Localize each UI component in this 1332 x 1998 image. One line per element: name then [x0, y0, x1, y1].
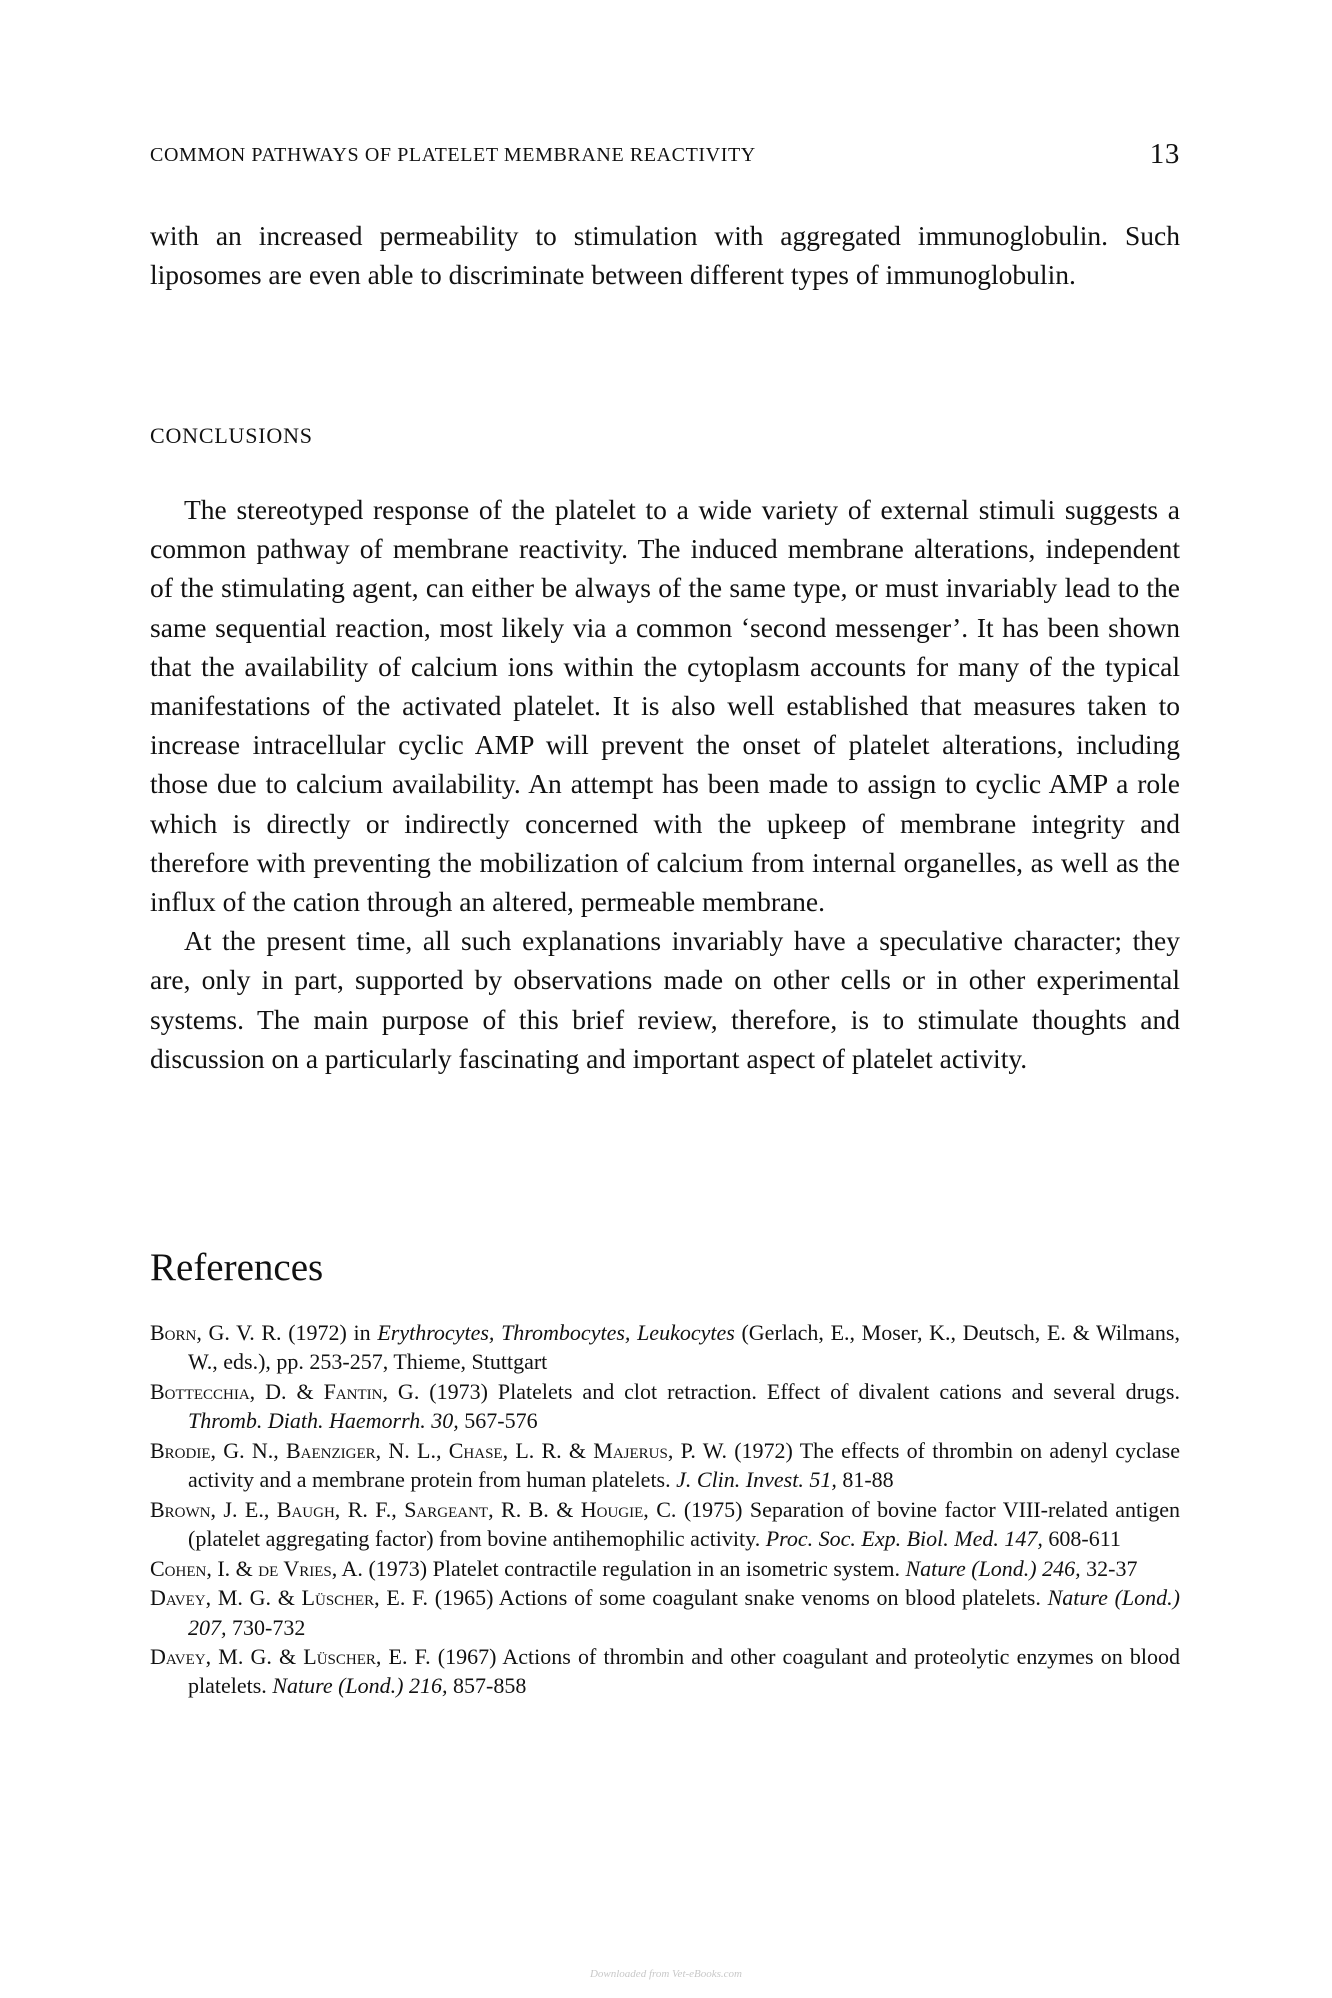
- reference-source: Erythrocytes, Thrombocytes, Leukocytes: [377, 1320, 735, 1345]
- reference-item: [150, 1377, 1180, 1435]
- reference-details: 730-732: [226, 1614, 306, 1640]
- reference-authors: Davey, M. G. & Lüscher, E. F.: [150, 1644, 431, 1670]
- reference-details: 608-611: [1042, 1525, 1121, 1551]
- references-heading: References: [150, 1246, 324, 1289]
- conclusions-paragraph-1: The stereotyped response of the platelet to a wide variety of external stimuli suggests a common pathway of membrane reactivity. The induced membrane alterations, independent of the stimulating agent, can either be always of the same type, or must invariably lead to the same sequential reaction, most likely via a common ‘second messenger’. It has been shown that the availability of calcium ions within the cytoplasm accounts for many of the typical manifestations of the activated platelet. It is also well established that measures taken to increase intracellular cyclic AMP will prevent the onset of platelet alterations, including those due to calcium availability. An attempt has been made to assign to cyclic AMP a role which is directly or indirectly concerned with the upkeep of membrane integrity and therefore with preventing the mobilization of calcium from internal organelles, as well as the influx of the cation through an altered, permeable membrane.: [150, 494, 1180, 918]
- reference-text: (1967) Actions of thrombin and other coagulant and proteolytic enzymes on blood platelets.: [188, 1644, 1180, 1699]
- reference-text: (1965) Actions of some coagulant snake venoms on blood platelets.: [428, 1585, 1048, 1611]
- conclusions-paragraph-2: At the present time, all such explanations invariably have a speculative character; they are, only in part, supported by observations made on other cells or in other experimental systems. The main purpose of this brief review, therefore, is to stimulate thoughts and discussion on a particularly fascinating and important aspect of platelet activity.: [150, 925, 1180, 1074]
- reference-item: [150, 1436, 1180, 1494]
- reference-details: 567-576: [458, 1408, 538, 1434]
- reference-list: [150, 1318, 1180, 1701]
- reference-source: Nature (Lond.) 246,: [905, 1555, 1081, 1581]
- reference-source: Nature (Lond.) 216,: [272, 1673, 448, 1699]
- reference-authors: Brodie, G. N., Baenziger, N. L., Chase, L. R. & Majerus, P. W.: [150, 1437, 727, 1463]
- conclusions-heading: CONCLUSIONS: [150, 423, 313, 448]
- conclusions-body: [150, 490, 1180, 1078]
- reference-item: [150, 1495, 1180, 1553]
- reference-text: (1973) Platelets and clot retraction. Effect of divalent cations and several drugs.: [419, 1378, 1180, 1404]
- reference-source: Nature (Lond.) 207,: [188, 1585, 1180, 1640]
- reference-source: J. Clin. Invest. 51,: [676, 1467, 837, 1493]
- reference-details: 81-88: [836, 1467, 894, 1493]
- reference-item: [150, 1583, 1180, 1641]
- reference-text: (1975) Separation of bovine factor VIII-related antigen (platelet aggregating factor) from bovine antihemophilic activity.: [188, 1496, 1181, 1551]
- reference-authors: Born, G. V. R.: [150, 1320, 282, 1345]
- reference-item: [150, 1554, 1180, 1583]
- reference-details: 32-37: [1080, 1555, 1138, 1581]
- reference-authors: Bottecchia, D. & Fantin, G.: [150, 1378, 420, 1404]
- running-title: COMMON PATHWAYS OF PLATELET MEMBRANE REACTIVITY: [150, 144, 756, 166]
- reference-authors: Brown, J. E., Baugh, R. F., Sargeant, R. B. & Hougie, C.: [150, 1496, 677, 1522]
- reference-text: (1972) The effects of thrombin on adenyl cyclase activity and a membrane protein from human platelets.: [188, 1437, 1180, 1493]
- reference-source: Thromb. Diath. Haemorrh. 30,: [188, 1408, 459, 1434]
- watermark: Downloaded from Vet-eBooks.com: [589, 1968, 743, 1980]
- reference-text: (1973) Platelet contractile regulation in an isometric system.: [362, 1555, 906, 1581]
- reference-authors: Cohen, I. & de Vries, A.: [150, 1555, 363, 1581]
- reference-text: (1972) in: [281, 1320, 378, 1345]
- reference-details: (Gerlach, E., Moser, K., Deutsch, E. & Wilmans, W., eds.), pp. 253-257, Thieme, Stuttgart: [188, 1320, 1180, 1375]
- reference-details: 857-858: [447, 1673, 527, 1699]
- reference-authors: Davey, M. G. & Lüscher, E. F.: [150, 1585, 429, 1611]
- intro-paragraph: with an increased permeability to stimulation with aggregated immunoglobulin. Such liposomes are even able to discriminate between different types of immunoglobulin.: [150, 220, 1180, 291]
- reference-item: [150, 1642, 1180, 1700]
- page-number: 13: [1149, 138, 1180, 170]
- reference-source: Proc. Soc. Exp. Biol. Med. 147,: [765, 1525, 1043, 1551]
- reference-item: [150, 1318, 1180, 1376]
